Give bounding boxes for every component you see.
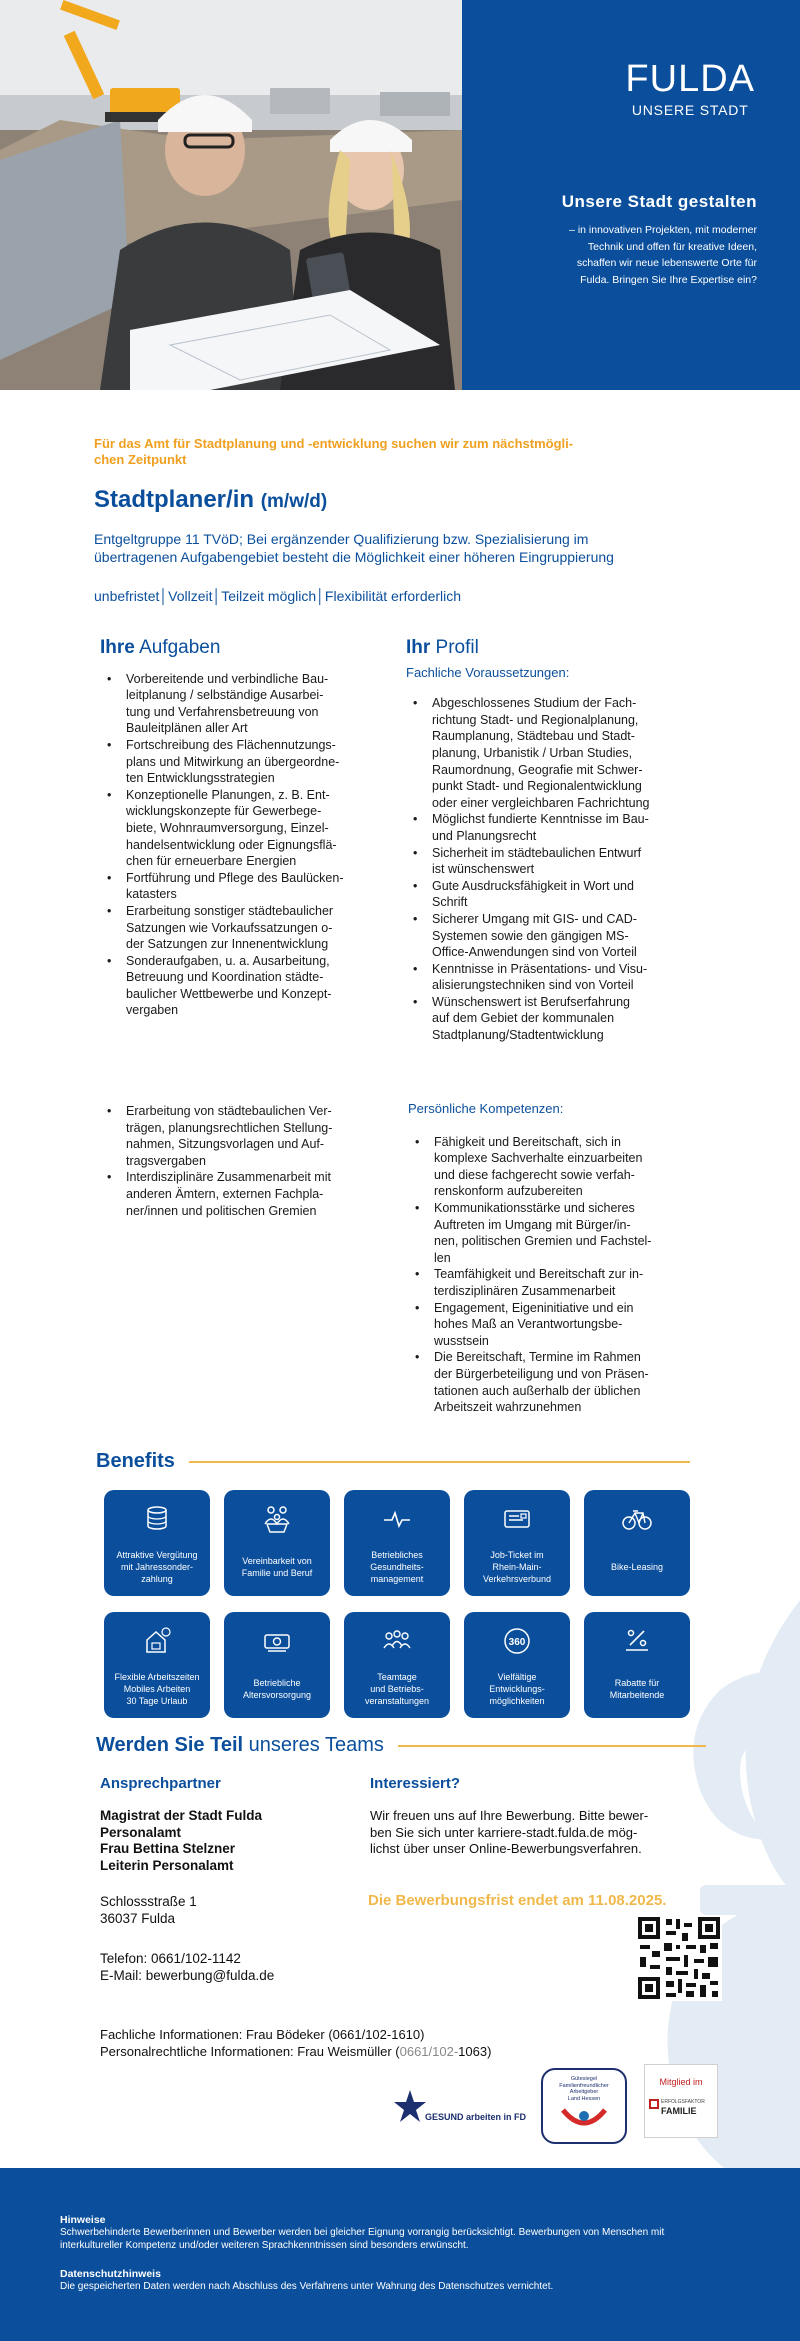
- list-item-line: punkt Stadt- und Regionalentwicklung: [432, 779, 642, 794]
- list-item-line: • Erarbeitung von städtebaulichen Ver-: [126, 1104, 332, 1118]
- list-item-line: biete, Wohnraumversorgung, Einzel-: [126, 820, 329, 835]
- benefit-label-line: Flexible Arbeitszeiten: [114, 1672, 200, 1682]
- logo-main-text: FULDA: [625, 58, 755, 100]
- benefit-label-line: Vielfältige: [497, 1672, 537, 1682]
- benefit-label: [588, 1542, 686, 1592]
- list-item-line: Office-Anwendungen sind von Vorteil: [432, 945, 637, 960]
- intro-lead: [94, 436, 714, 468]
- benefit-label-line: Altersvorsorgung: [242, 1690, 312, 1700]
- money-icon: [262, 1626, 292, 1656]
- job-title-text: Stadtplaner/in: [94, 486, 255, 513]
- team-heading-text: [96, 1734, 384, 1757]
- address-line: 36037 Fulda: [100, 1911, 176, 1926]
- home-office-icon: [142, 1626, 172, 1656]
- team-rule: [398, 1745, 706, 1747]
- tagline-line: – in innovativen Projekten, mit moderner: [569, 224, 757, 236]
- benefits-title: Benefits: [96, 1450, 175, 1472]
- construction-site-photo: [0, 0, 462, 390]
- qr-code-icon[interactable]: [636, 1915, 722, 2001]
- list-item-line: • Fähigkeit und Bereitschaft, sich in: [434, 1134, 621, 1149]
- list-item-line: • Fortführung und Pflege des Baulücken-: [126, 870, 344, 885]
- list-item-line: • Fortschreibung des Flächennutzungs-: [126, 737, 336, 752]
- persoenliche-column: [408, 1101, 708, 1416]
- guetesiegel-logo: [541, 2068, 627, 2144]
- list-item-line: komplexe Sachverhalte einzuarbeiten: [434, 1151, 643, 1166]
- intro-lead-line: chen Zeitpunkt: [94, 452, 187, 467]
- list-item: [100, 1103, 400, 1169]
- aufgaben-column: [100, 637, 390, 1019]
- persoenliche-heading: Persönliche Kompetenzen:: [408, 1101, 564, 1116]
- list-item-line: nahmen, Sitzungsvorlagen und Auf-: [126, 1137, 325, 1152]
- tagline-line: Technik und offen für kreative Ideen,: [587, 240, 757, 253]
- list-item-line: anderen Ämtern, externen Fachpla-: [126, 1186, 324, 1201]
- info-contacts: [100, 2026, 491, 2060]
- list-item-line: Betreuung und Koordination städte-: [126, 970, 324, 985]
- list-item-line: ner/innen und politischen Gremien: [126, 1203, 317, 1218]
- info-pers-gray: 0661/102-: [399, 2044, 459, 2059]
- list-item-line: Satzungen wie Vorkaufssatzungen o-: [126, 920, 333, 935]
- aufgaben-heading-rest: Aufgaben: [134, 637, 221, 658]
- list-item-line: richtung Stadt- und Regionalplanung,: [432, 712, 639, 727]
- benefit-tile: [344, 1490, 450, 1596]
- info-personalrechtlich: [100, 2043, 491, 2060]
- aufgaben-continued-column: [100, 1103, 400, 1219]
- benefit-label: [108, 1542, 206, 1592]
- list-item: [406, 811, 706, 844]
- list-item: [100, 1169, 400, 1219]
- checkmark-icon: [649, 2099, 659, 2109]
- list-item-line: • Kenntnisse in Präsentations- und Visu-: [432, 961, 648, 976]
- benefit-label: [588, 1664, 686, 1714]
- familie-mid: ERFOLGSFAKTOR: [661, 2099, 705, 2105]
- siegel-line: Arbeitgeber: [569, 2089, 599, 2095]
- aufgaben-list-continued: [100, 1103, 400, 1219]
- contact-title-text: Ansprechpartner: [100, 1775, 221, 1792]
- benefit-label-lines: [114, 1671, 199, 1707]
- star-person-icon: [393, 2088, 427, 2128]
- list-item-line: hohes Maß an Verantwortungsbe-: [434, 1317, 623, 1332]
- interest-line: ben Sie sich unter karriere-stadt.fulda.de mög-: [370, 1824, 638, 1840]
- team-heading-bold: Werden Sie Teil: [96, 1734, 244, 1756]
- logo-sub-text: UNSERE STADT: [631, 102, 749, 118]
- benefit-label-line: und Betriebs-: [370, 1684, 424, 1694]
- interest-line: Wir freuen uns auf Ihre Bewerbung. Bitte bewer-: [370, 1808, 649, 1823]
- benefit-label-lines: [116, 1549, 197, 1585]
- list-item: [406, 695, 706, 811]
- benefit-label-line: Bike-Leasing: [610, 1562, 664, 1572]
- benefit-label-line: Betriebliches: [371, 1550, 423, 1560]
- benefit-label: [228, 1664, 326, 1714]
- family-icon: [262, 1504, 292, 1534]
- list-item-line: • Gute Ausdrucksfähigkeit in Wort und: [432, 878, 634, 893]
- list-item: [406, 878, 706, 911]
- header-photo: [0, 0, 462, 390]
- list-item: [100, 787, 390, 870]
- list-item-line: Stadtplanung/Stadtentwicklung: [432, 1028, 604, 1043]
- familie-bottom: FAMILIE: [661, 2106, 697, 2116]
- list-item-line: trägen, planungsrechtlichen Stellung-: [126, 1120, 333, 1135]
- ticket-icon: [502, 1504, 532, 1534]
- intro-lead-line: Für das Amt für Stadtplanung und -entwicklung suchen wir zum nächstmögli-: [94, 436, 574, 451]
- benefit-label: [468, 1664, 566, 1714]
- list-item-line: katasters: [126, 887, 177, 902]
- coins-icon: [142, 1504, 172, 1534]
- list-item: [406, 911, 706, 961]
- benefit-tile: [224, 1490, 330, 1596]
- list-item-line: wicklungskonzepte für Gewerbege-: [126, 804, 322, 819]
- list-item-line: handelsentwicklung oder Eignungsflä-: [126, 837, 337, 852]
- hessen-shield-icon: [559, 2106, 609, 2134]
- list-item-line: • Vorbereitende und verbindliche Bau-: [126, 671, 329, 686]
- heartbeat-icon: [382, 1504, 412, 1534]
- job-title: [94, 486, 714, 514]
- benefit-label-lines: [483, 1549, 551, 1585]
- list-item: [408, 1349, 708, 1415]
- list-item-line: • Wünschenswert ist Berufserfahrung: [432, 994, 631, 1009]
- benefits-rule: [189, 1461, 690, 1463]
- contact-line: Leiterin Personalamt: [100, 1857, 234, 1873]
- datenschutz-section: [60, 2268, 760, 2293]
- interest-box: [370, 1775, 710, 1858]
- list-item: [406, 994, 706, 1044]
- list-item: [406, 845, 706, 878]
- list-item-line: vergaben: [126, 1003, 179, 1018]
- list-item-line: • Konzeptionelle Planungen, z. B. Ent-: [126, 787, 330, 802]
- list-item-line: Arbeitszeit wahrzunehmen: [434, 1400, 582, 1415]
- footer: [0, 2168, 800, 2341]
- contact-email[interactable]: E-Mail: bewerbung@fulda.de: [100, 1968, 275, 1983]
- list-item-line: ten Entwicklungsstrategien: [126, 771, 275, 786]
- list-item-line: plans und Mitwirkung an übergeordne-: [126, 754, 340, 769]
- team-heading-rest: unseres Teams: [243, 1734, 384, 1756]
- list-item-line: oder einer vergleichbaren Fachrichtung: [432, 795, 650, 810]
- fachliche-list: [406, 695, 706, 1043]
- hinweise-text: [60, 2226, 760, 2252]
- benefit-tile: [344, 1612, 450, 1718]
- list-item-line: Raumplanung, Städtebau und Stadt-: [432, 729, 635, 744]
- contact-phone-email: [100, 1950, 274, 1984]
- list-item-line: baulicher Wettbewerbe und Konzept-: [126, 986, 332, 1001]
- list-item-line: terdisziplinären Zusammenarbeit: [434, 1283, 616, 1298]
- benefit-label-line: 30 Tage Urlaub: [126, 1696, 188, 1706]
- list-item-line: und Planungsrecht: [432, 828, 537, 843]
- pay-line: übertragenen Aufgabengebiet besteht die Möglichkeit einer höheren Eingruppierung: [94, 549, 614, 565]
- info-pers-prefix: Personalrechtliche Informationen: Frau Weismüller (: [100, 2044, 400, 2059]
- contact-line: Personalamt: [100, 1824, 182, 1840]
- benefit-label: [228, 1542, 326, 1592]
- list-item: [100, 953, 390, 1019]
- list-item-line: Auftreten im Umgang mit Bürger/in-: [434, 1217, 631, 1232]
- erfolgsfaktor-familie-logo: [644, 2064, 718, 2138]
- list-item-line: tragsvergaben: [126, 1153, 206, 1168]
- info-fachlich: Fachliche Informationen: Frau Bödeker (0661/102-1610): [100, 2027, 425, 2042]
- aufgaben-heading: [100, 637, 390, 658]
- benefit-label-line: Familie und Beruf: [241, 1568, 313, 1578]
- list-item-line: renskonform aufzubereiten: [434, 1184, 583, 1199]
- hinweise-section: [60, 2214, 760, 2252]
- tagline-line: schaffen wir neue lebenswerte Orte für: [576, 257, 757, 269]
- siegel-text: [543, 2076, 625, 2102]
- profil-heading: [406, 637, 706, 658]
- benefit-label-line: Verkehrsverbund: [482, 1574, 552, 1584]
- benefit-label-line: management: [370, 1574, 424, 1584]
- benefit-label-line: veranstaltungen: [364, 1696, 430, 1706]
- benefit-label-line: zahlung: [141, 1574, 173, 1584]
- list-item-line: nen, politischen Gremien und Fachstel-: [434, 1234, 652, 1249]
- tagline: [497, 192, 757, 288]
- benefit-label-line: Mobiles Arbeiten: [123, 1684, 191, 1694]
- employment-terms: unbefristet│Vollzeit│Teilzeit möglich│Flexibilität erforderlich: [94, 588, 462, 604]
- contact-address: [100, 1893, 197, 1927]
- discount-icon: [622, 1626, 652, 1656]
- benefit-label-lines: [489, 1671, 545, 1707]
- benefit-label-line: Attraktive Vergütung: [116, 1550, 198, 1560]
- benefit-label-line: möglichkeiten: [489, 1696, 545, 1706]
- list-item: [100, 903, 390, 953]
- benefit-tile: [224, 1612, 330, 1718]
- tagline-line: Fulda. Bringen Sie Ihre Expertise ein?: [580, 273, 757, 286]
- list-item-line: • Teamfähigkeit und Bereitschaft zur in-: [434, 1267, 644, 1282]
- list-item: [408, 1300, 708, 1350]
- contact-title: [100, 1775, 221, 1792]
- benefit-tile: [104, 1612, 210, 1718]
- list-item-line: • Die Bereitschaft, Termine im Rahmen: [434, 1350, 641, 1365]
- benefit-label: [348, 1542, 446, 1592]
- benefit-label-lines: [610, 1677, 665, 1701]
- tagline-title: Unsere Stadt gestalten: [561, 192, 757, 211]
- benefit-label-line: Gesundheits-: [370, 1562, 424, 1572]
- benefit-label-line: Entwicklungs-: [489, 1684, 545, 1694]
- benefits-heading: [96, 1450, 690, 1473]
- address-line: Schlossstraße 1: [100, 1894, 197, 1909]
- siegel-line: Gütesiegel: [570, 2076, 598, 2082]
- benefit-label: [348, 1664, 446, 1714]
- list-item-line: Systemen sowie den gängigen MS-: [432, 928, 629, 943]
- contact-person: [100, 1808, 262, 1874]
- contact-line: Frau Bettina Stelzner: [100, 1841, 236, 1856]
- benefit-tile: [464, 1612, 570, 1718]
- hinweise-line: interkultureller Kompetenz und/oder weiteren Sprachkenntnissen sind besonders erwünscht.: [60, 2240, 469, 2251]
- benefit-label-line: Rabatte für: [614, 1678, 660, 1688]
- pay-line: Entgeltgruppe 11 TVöD; Bei ergänzender Qualifizierung bzw. Spezialisierung im: [94, 531, 589, 547]
- profil-heading-rest: Profil: [430, 637, 479, 658]
- benefit-label-lines: [243, 1677, 311, 1701]
- list-item-line: • Abgeschlossenes Studium der Fach-: [432, 696, 637, 711]
- profil-heading-bold: Ihr: [406, 637, 431, 658]
- header-banner: [0, 0, 800, 390]
- familie-top: Mitglied im: [659, 2077, 703, 2087]
- interest-title: Interessiert?: [370, 1775, 461, 1792]
- benefit-tile: [104, 1490, 210, 1596]
- datenschutz-title: Datenschutzhinweis: [60, 2268, 161, 2280]
- list-item-line: Bauleitplänen aller Art: [126, 721, 248, 736]
- benefit-label-line: Teamtage: [377, 1672, 417, 1682]
- benefit-label-lines: [611, 1561, 663, 1573]
- benefit-tile: [464, 1490, 570, 1596]
- list-item-line: • Sicherheit im städtebaulichen Entwurf: [432, 845, 642, 860]
- hinweise-line: Schwerbehinderte Bewerberinnen und Bewerber werden bei gleicher Eignung vorrangig berücksichtigt. Bewerbungen von Menschen mit: [60, 2227, 665, 2238]
- benefit-label-line: Mitarbeitende: [609, 1690, 665, 1700]
- list-item-line: • Kommunikationsstärke und sicheres: [434, 1200, 635, 1215]
- gesund-logo-text: GESUND arbeiten in FD: [425, 2112, 527, 2122]
- interest-line: lichst über unser Online-Bewerbungsverfahren.: [370, 1841, 642, 1856]
- list-item-line: chen für erneuerbare Energien: [126, 854, 297, 869]
- bicycle-icon: [622, 1504, 652, 1534]
- list-item-line: • Erarbeitung sonstiger städtebaulicher: [126, 903, 334, 918]
- list-item: [100, 671, 390, 737]
- benefit-label-line: Betriebliche: [253, 1678, 301, 1688]
- header-blue-panel: [462, 0, 800, 390]
- siegel-line: Land Hessen: [567, 2095, 601, 2102]
- list-item-line: ist wünschenswert: [432, 862, 535, 877]
- list-item-line: • Möglichst fundierte Kenntnisse im Bau-: [432, 812, 649, 827]
- list-item-line: • Sonderaufgaben, u. a. Ausarbeitung,: [126, 953, 330, 968]
- tagline-text: [497, 222, 757, 288]
- list-item-line: Raumordnung, Geografie mit Schwer-: [432, 762, 643, 777]
- list-item: [408, 1134, 708, 1200]
- job-intro: [94, 436, 714, 604]
- benefit-label-line: Job-Ticket im: [490, 1550, 544, 1560]
- pay-grade: [94, 530, 714, 566]
- job-title-suffix: (m/w/d): [260, 491, 328, 512]
- profil-column: [406, 637, 706, 1044]
- list-item-line: und diese fachgerecht sowie verfah-: [434, 1167, 635, 1182]
- benefit-label-lines: [242, 1555, 313, 1579]
- fulda-logo: [625, 60, 755, 118]
- list-item-line: leitplanung / selbständige Ausarbei-: [126, 688, 324, 703]
- list-item-line: • Sicherer Umgang mit GIS- und CAD-: [432, 911, 637, 926]
- list-item-line: auf dem Gebiet der kommunalen: [432, 1011, 615, 1026]
- list-item-line: der Bürgerbeteiligung und von Präsen-: [434, 1366, 649, 1381]
- application-deadline: Die Bewerbungsfrist endet am 11.08.2025.: [368, 1892, 667, 1909]
- benefit-label-line: Rhein-Main-: [492, 1562, 542, 1572]
- benefit-label: [108, 1664, 206, 1714]
- hinweise-title: Hinweise: [60, 2214, 106, 2226]
- list-item-line: • Interdisziplinäre Zusammenarbeit mit: [126, 1170, 331, 1185]
- list-item: [408, 1200, 708, 1266]
- team-icon: [382, 1626, 412, 1656]
- benefit-label-line: mit Jahressonder-: [120, 1562, 194, 1572]
- list-item-line: tationen auch außerhalb der üblichen: [434, 1383, 641, 1398]
- benefit-tile: [584, 1612, 690, 1718]
- info-pers-number: 1063: [458, 2044, 488, 2059]
- siegel-line: Familienfreundlicher: [559, 2082, 609, 2089]
- benefit-label-lines: [365, 1671, 429, 1707]
- contact-phone: Telefon: 0661/102-1142: [100, 1951, 241, 1966]
- list-item: [408, 1266, 708, 1299]
- datenschutz-text: Die gespeicherten Daten werden nach Abschluss des Verfahrens unter Wahrung des Datenschutzes vernichtet.: [60, 2281, 554, 2292]
- aufgaben-heading-bold: Ihre: [100, 637, 135, 658]
- list-item-line: wusstsein: [434, 1333, 489, 1348]
- benefit-tile: [584, 1490, 690, 1596]
- list-item-line: alisierungstechniken sind von Vorteil: [432, 978, 634, 993]
- list-item-line: planung, Urbanistik / Urban Studies,: [432, 745, 633, 760]
- team-heading: [96, 1734, 706, 1757]
- list-item: [100, 870, 390, 903]
- benefit-label-lines: [370, 1549, 424, 1585]
- benefit-label-line: Vereinbarkeit von: [242, 1556, 312, 1566]
- aufgaben-list: [100, 671, 390, 1019]
- list-item-line: tung und Verfahrensbetreuung von: [126, 704, 319, 719]
- svg-text:360: 360: [508, 1637, 526, 1648]
- gesund-arbeiten-logo: [393, 2088, 533, 2128]
- list-item-line: • Engagement, Eigeninitiative und ein: [434, 1300, 634, 1315]
- interest-text: [370, 1808, 710, 1858]
- list-item-line: len: [434, 1250, 451, 1265]
- list-item: [406, 961, 706, 994]
- 360-icon: [502, 1626, 532, 1656]
- fachliche-heading: Fachliche Voraussetzungen:: [406, 664, 570, 680]
- list-item-line: der Satzungen zur Innenentwicklung: [126, 937, 329, 952]
- info-pers-suffix: ): [487, 2044, 492, 2059]
- list-item-line: Schrift: [432, 895, 468, 910]
- persoenliche-list: [408, 1134, 708, 1416]
- benefit-label: [468, 1542, 566, 1592]
- contact-line: Magistrat der Stadt Fulda: [100, 1808, 263, 1823]
- list-item: [100, 737, 390, 787]
